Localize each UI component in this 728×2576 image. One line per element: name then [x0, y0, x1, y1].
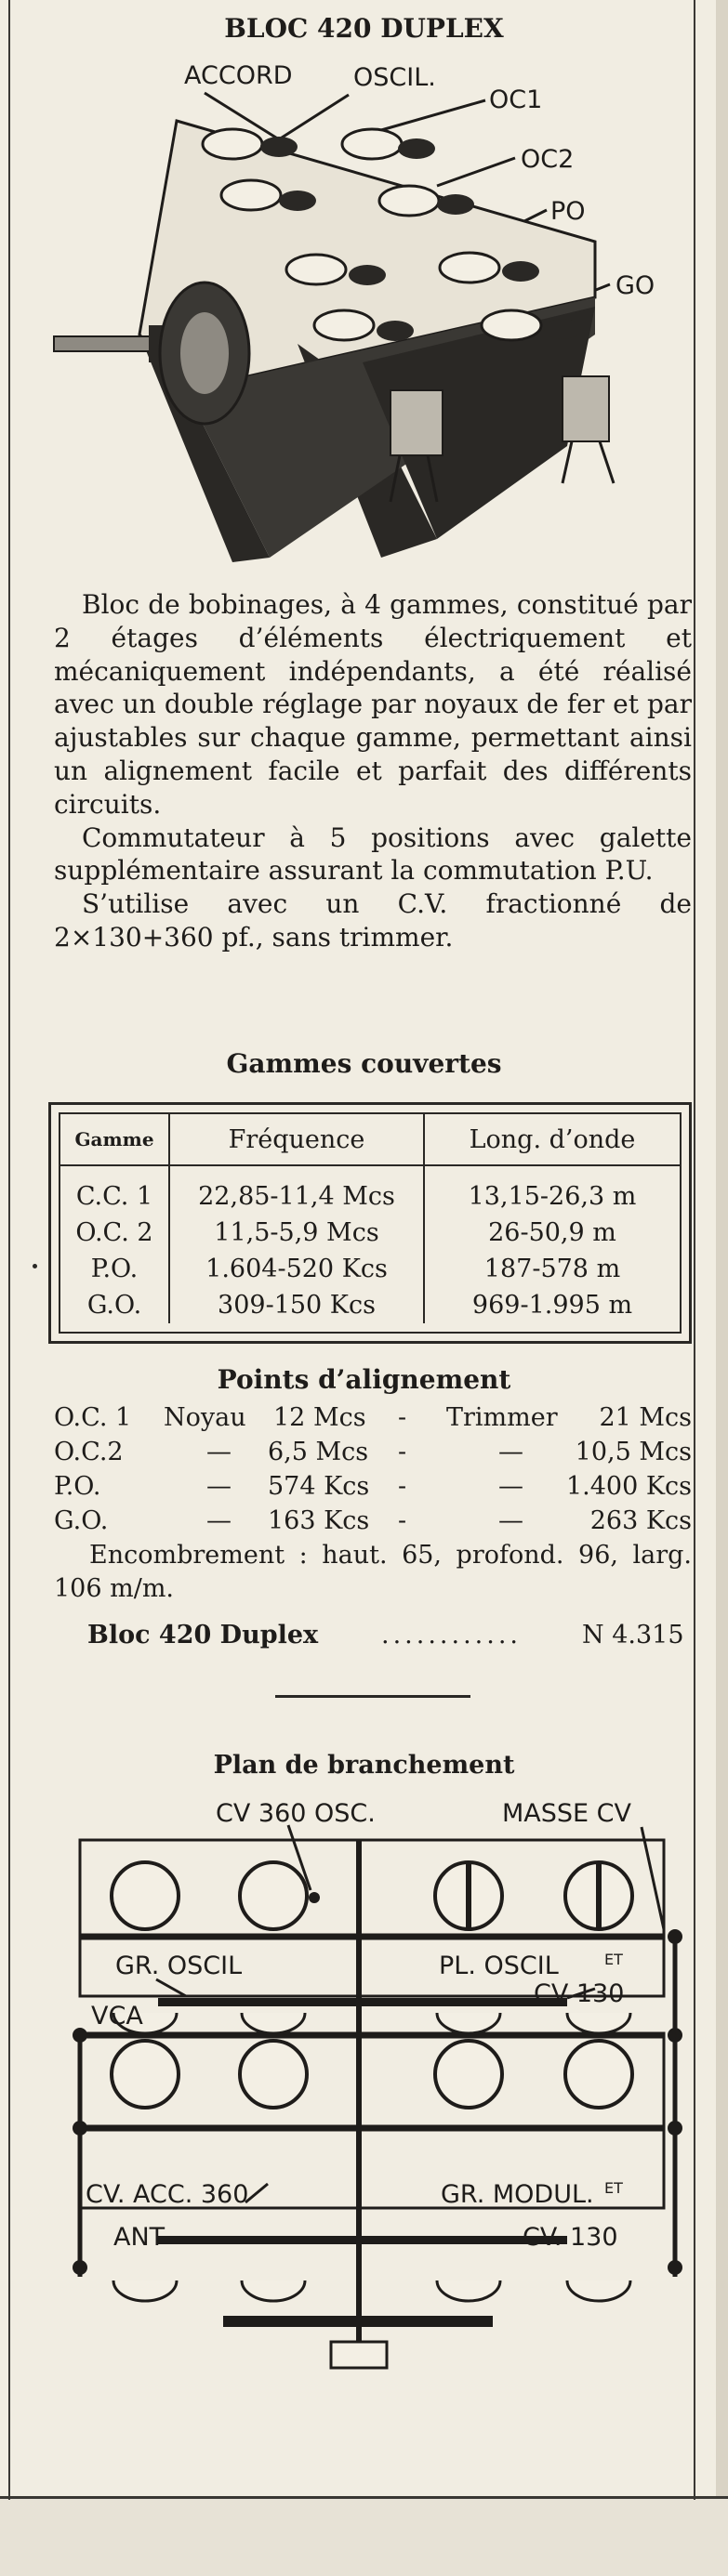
align-gamme: O.C. 1: [54, 1403, 132, 1432]
description-paragraph: Bloc de bobinages, à 4 gammes, constitué par 2 étages d’éléments électriquement et mécaniquement indépendants, a été réalisé avec un double réglage par noyaux de fer et par ajustables sur chaque gamme, permettant ainsi un alignement facile et parfait des différents circuits.: [54, 589, 692, 820]
encombrement: [54, 1539, 692, 1606]
lower-half-sockets: [113, 2013, 630, 2301]
label-go: GO: [615, 271, 655, 300]
label-oc1: OC1: [489, 85, 543, 114]
label-accord: ACCORD: [184, 61, 293, 90]
plan-title: Plan de branchement: [213, 1751, 515, 1780]
label-gr-oscil: GR. OSCIL: [115, 1952, 243, 1980]
align-noyau-value: 6,5 Mcs: [268, 1438, 369, 1466]
left-rule: [8, 0, 10, 2500]
bottom-rule: [0, 2496, 728, 2499]
lower-sockets: [112, 2041, 632, 2108]
align-separator: -: [398, 1506, 407, 1535]
page-title: BLOC 420 DUPLEX: [224, 13, 504, 44]
align-gamme: G.O.: [54, 1506, 109, 1535]
align-noyau-value: 163 Kcs: [268, 1506, 370, 1535]
align-noyau-label: —: [206, 1438, 232, 1466]
table-row: [60, 1287, 680, 1323]
header-gamme: Gamme: [60, 1114, 169, 1165]
cell-frequence: 309-150 Kcs: [169, 1287, 424, 1323]
cell-frequence: 1.604-520 Kcs: [169, 1251, 424, 1287]
align-noyau-value: 12 Mcs: [273, 1403, 366, 1432]
label-masse-cv: MASSE CV: [502, 1799, 632, 1828]
cell-long-onde: 969-1.995 m: [471, 1291, 633, 1320]
cell-long-onde: 26-50,9 m: [488, 1218, 616, 1247]
align-noyau-label: —: [206, 1506, 232, 1535]
label-et: ET: [604, 2179, 623, 2197]
alignement-row: [54, 1506, 695, 1540]
cell-gamme: O.C. 2: [60, 1215, 169, 1251]
align-trimmer-label: —: [498, 1472, 523, 1501]
alignement-row: [54, 1472, 695, 1505]
gammes-title: Gammes couvertes: [226, 1048, 502, 1079]
align-trimmer-value: 21 Mcs: [599, 1403, 692, 1432]
description-paragraph: S’utilise avec un C.V. fractionné de 2×130+360 pf., sans trimmer.: [54, 888, 692, 953]
trimmer-row-oc1: [203, 129, 435, 159]
page-margin: [0, 2499, 728, 2576]
cell-gamme: C.C. 1: [60, 1165, 169, 1215]
header-long-onde: Long. d’onde: [424, 1114, 680, 1165]
label-ant: ANT: [113, 2223, 165, 2252]
alignement-row: [54, 1403, 695, 1437]
label-oc2: OC2: [521, 145, 575, 174]
align-noyau-value: 574 Kcs: [268, 1472, 370, 1501]
align-separator: -: [398, 1438, 407, 1466]
table-row: [60, 1251, 680, 1287]
cell-long-onde: 187-578 m: [483, 1255, 621, 1283]
cell-long-onde: 13,15-26,3 m: [468, 1182, 637, 1211]
align-gamme: O.C.2: [54, 1438, 124, 1466]
align-trimmer-value: 263 Kcs: [589, 1506, 692, 1535]
align-trimmer-label: —: [498, 1506, 523, 1535]
cell-gamme: P.O.: [60, 1251, 169, 1287]
description-paragraph: Commutateur à 5 positions avec galette supplémentaire assurant la commutation P.U.: [54, 821, 692, 887]
align-noyau-label: Noyau: [164, 1403, 246, 1432]
label-cv130-top: CV 130: [534, 1979, 625, 2008]
align-separator: -: [398, 1472, 407, 1501]
encombrement-text: Encombrement : haut. 65, profond. 96, larg. 106 m/m.: [54, 1541, 692, 1603]
table-header-row: [60, 1114, 680, 1165]
table-row: [60, 1215, 680, 1251]
cell-frequence: 22,85-11,4 Mcs: [169, 1165, 424, 1215]
align-noyau-label: —: [206, 1472, 232, 1501]
label-cv-acc-360: CV. ACC. 360: [86, 2180, 249, 2209]
align-trimmer-label: —: [498, 1438, 523, 1466]
label-pl-oscil: PL. OSCIL: [439, 1952, 559, 1980]
align-separator: -: [398, 1403, 407, 1432]
label-cv360-osc: CV 360 OSC.: [216, 1799, 376, 1828]
table-row: [60, 1165, 680, 1215]
label-gr-modul: GR. MODUL.: [441, 2180, 594, 2209]
upper-sockets: [112, 1862, 632, 1929]
align-gamme: P.O.: [54, 1472, 101, 1501]
margin-dot: [33, 1264, 37, 1268]
label-po: PO: [550, 197, 586, 226]
align-trimmer-value: 1.400 Kcs: [565, 1472, 692, 1501]
label-cv130-bottom: CV. 130: [523, 2223, 618, 2252]
align-trimmer-label: Trimmer: [446, 1403, 558, 1432]
coil-block-illustration: [46, 56, 660, 576]
label-vca: VCA: [91, 2002, 143, 2031]
price-dots: ............: [381, 1621, 522, 1649]
alignement-row: [54, 1438, 695, 1471]
label-et: ET: [604, 1951, 623, 1968]
alignement-title: Points d’alignement: [217, 1364, 511, 1395]
align-trimmer-value: 10,5 Mcs: [575, 1438, 692, 1466]
price-name: Bloc 420 Duplex: [87, 1621, 319, 1649]
scan-edge: [716, 0, 728, 2576]
wiring-plan-diagram: [46, 1794, 688, 2370]
cell-gamme: G.O.: [60, 1287, 169, 1323]
header-frequence: Fréquence: [169, 1114, 424, 1165]
right-rule: [694, 0, 695, 2500]
price-value: N 4.315: [582, 1621, 684, 1649]
cell-frequence: 11,5-5,9 Mcs: [169, 1215, 424, 1251]
gammes-table: [48, 1102, 692, 1344]
gammes-table-inner: [59, 1112, 682, 1334]
label-oscil: OSCIL.: [353, 63, 436, 92]
gammes-table-grid: [60, 1114, 680, 1323]
section-divider: [275, 1695, 470, 1698]
description: [54, 588, 692, 954]
